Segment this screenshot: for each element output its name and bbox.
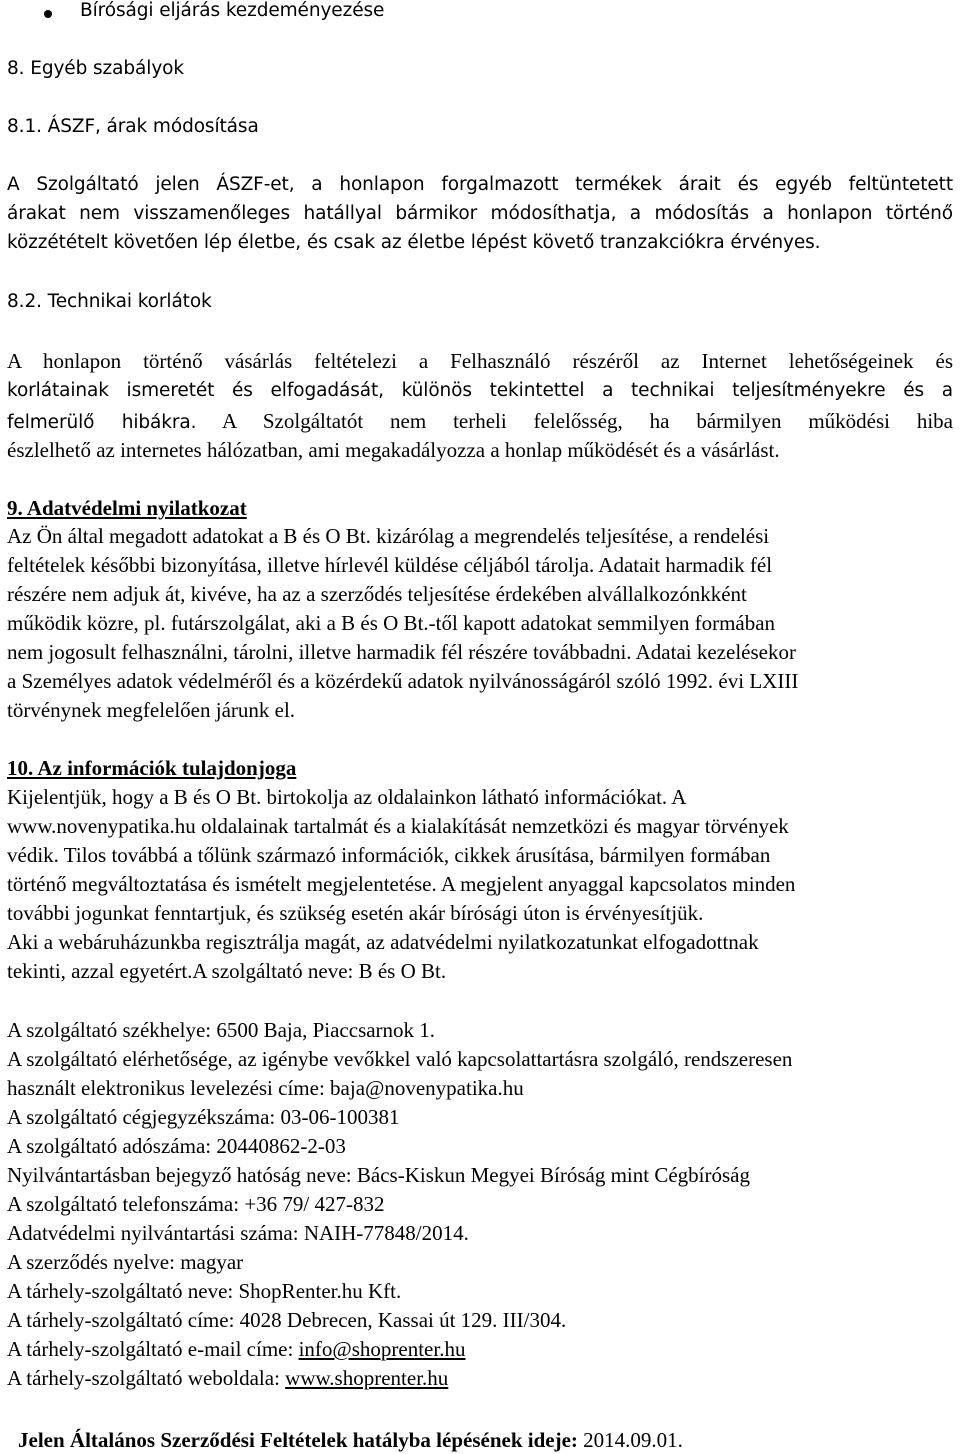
section-10-line: www.novenypatika.hu oldalainak tartalmát és a kialakítását nemzetközi és magyar törvények (7, 814, 789, 838)
effective-date-label: Jelen Általános Szerződési Feltételek hatályba lépésének ideje: (18, 1428, 578, 1452)
info-email-label: A tárhely-szolgáltató e-mail címe: (7, 1337, 299, 1361)
section-10-line: védik. Tilos továbbá a tőlünk származó információk, cikkek árusítása, bármilyen formában (7, 843, 771, 867)
section-8-2-line: A honlapon történő vásárlás feltételezi a Felhasználó részéről az Internet lehetőségeinek és (7, 349, 953, 373)
section-9-line: Az Ön által megadott adatokat a B és O Bt. kizárólag a megrendelés teljesítése, a rendelési (7, 524, 770, 548)
bullet-text: Bírósági eljárás kezdeményezése (80, 0, 385, 21)
section-9-line: feltételek későbbi bizonyítása, illetve hírlevél küldése céljából tárolja. Adatait harmadik fél (7, 553, 773, 577)
section-8-1-line: A Szolgáltató jelen ÁSZF-et, a honlapon forgalmazott termékek árait és egyéb feltüntetett (7, 174, 953, 195)
hosting-email-link[interactable]: info@shoprenter.hu (298, 1337, 466, 1361)
info-web-line (7, 1368, 448, 1389)
section-10-heading: 10. Az információk tulajdonjoga (7, 756, 297, 780)
info-web-label: A tárhely-szolgáltató weboldala: (7, 1366, 286, 1390)
info-line: A tárhely-szolgáltató neve: ShopRenter.hu Kft. (7, 1279, 402, 1303)
bullet-item (0, 2, 960, 24)
section-9-line: működik közre, pl. futárszolgálat, aki a B és O Bt.-től kapott adatokat semmilyen formában (7, 611, 776, 635)
section-10-line: további jogunkat fenntartjuk, és szükség esetén akár bírósági úton is érvényesítjük. (7, 901, 704, 925)
section-9-line: törvénynek megfelelően járunk el. (7, 698, 296, 722)
hosting-website-link[interactable]: www.shoprenter.hu (285, 1366, 449, 1390)
section-8-2-line (7, 411, 953, 433)
section-8-2-line3a: felmerülő hibákra. (7, 412, 197, 433)
info-line: A szolgáltató telefonszáma: +36 79/ 427-832 (7, 1192, 385, 1216)
info-line: A szerződés nyelve: magyar (7, 1250, 244, 1274)
section-8-2-line: észlelhető az internetes hálózatban, ami megakadályozza a honlap működését és a vásárlást. (7, 438, 780, 462)
section-8-1-heading: 8.1. ÁSZF, árak módosítása (7, 116, 259, 137)
section-10-line: tekinti, azzal egyetért.A szolgáltató neve: B és O Bt. (7, 959, 447, 983)
info-line: A tárhely-szolgáltató címe: 4028 Debrecen, Kassai út 129. III/304. (7, 1308, 567, 1332)
effective-date-value: 2014.09.01. (577, 1428, 683, 1452)
section-8-2-line3b: A Szolgáltatót nem terheli felelősség, ha bármilyen működési hiba (222, 409, 953, 433)
info-line: Adatvédelmi nyilvántartási száma: NAIH-77848/2014. (7, 1221, 469, 1245)
section-8-1-line: árakat nem visszamenőleges hatállyal bármikor módosíthatja, a módosítás a honlapon történő (7, 203, 953, 224)
info-line: Nyilvántartásban bejegyző hatóság neve: Bács-Kiskun Megyei Bíróság mint Cégbíróság (7, 1163, 750, 1187)
section-9-line: a Személyes adatok védelméről és a közérdekű adatok nyilvánosságáról szóló 1992. évi LXIII (7, 669, 799, 693)
bullet-dot-icon (44, 10, 52, 18)
section-8-1-line: közzétételt követően lép életbe, és csak az életbe lépést követő tranzakciókra érvényes. (7, 232, 821, 253)
info-line: A szolgáltató cégjegyzékszáma: 03-06-100381 (7, 1105, 400, 1129)
section-9-line: nem jogosult felhasználni, tárolni, illetve harmadik fél részére továbbadni. Adatai kezelésekor (7, 640, 796, 664)
section-9-heading: 9. Adatvédelmi nyilatkozat (7, 496, 247, 520)
section-8-heading: 8. Egyéb szabályok (7, 58, 185, 79)
effective-date-line (18, 1430, 683, 1451)
section-9-line: részére nem adjuk át, kivéve, ha az a szerződés teljesítése érdekében alvállalkozónkként (7, 582, 747, 606)
section-10-line: Aki a webáruházunkba regisztrálja magát, az adatvédelmi nyilatkozatunkat elfogadottnak (7, 930, 759, 954)
section-8-2-heading: 8.2. Technikai korlátok (7, 291, 212, 312)
section-10-line: történő megváltoztatása és ismételt megjelentetése. A megjelent anyaggal kapcsolatos minden (7, 872, 796, 896)
info-line: használt elektronikus levelezési címe: baja@novenypatika.hu (7, 1076, 524, 1100)
info-line: A szolgáltató adószáma: 20440862-2-03 (7, 1134, 346, 1158)
section-10-line: Kijelentjük, hogy a B és O Bt. birtokolja az oldalainkon látható információkat. A (7, 785, 687, 809)
info-line: A szolgáltató székhelye: 6500 Baja, Piaccsarnok 1. (7, 1018, 436, 1042)
info-email-line (7, 1339, 465, 1360)
info-line: A szolgáltató elérhetősége, az igénybe vevőkkel való kapcsolattartásra szolgáló, rendszeresen (7, 1047, 793, 1071)
section-8-2-line: korlátainak ismeretét és elfogadását, különös tekintettel a technikai teljesítményekre és a (7, 380, 953, 401)
